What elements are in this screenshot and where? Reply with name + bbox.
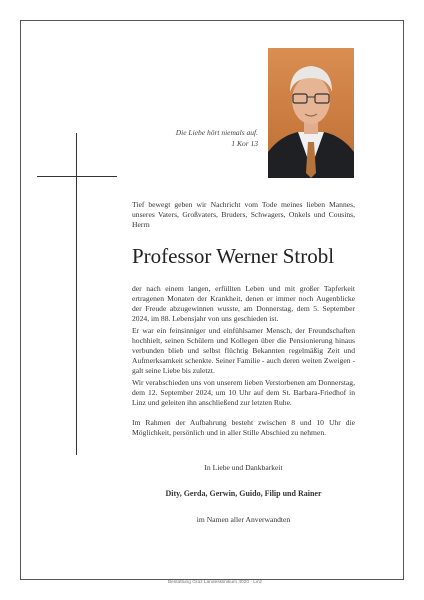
family-names: Dity, Gerda, Gerwin, Guido, Filip und Rainer bbox=[165, 489, 322, 498]
motto-quote: Die Liebe hört niemals auf. bbox=[175, 128, 258, 137]
cross-vertical-bar bbox=[76, 133, 77, 455]
footer-imprint: Bestattung Graz Landesklinikum 4020 · Linz bbox=[167, 580, 263, 585]
relatives-line: im Namen aller Anverwandten bbox=[196, 515, 291, 524]
intro-text: Tief bewegt geben wir Nachricht vom Tode meines lieben Mannes, unseres Vaters, Großvaters, Bruders, Schwagers, Onkels und Cousins, Herrn bbox=[132, 200, 355, 229]
motto bbox=[176, 127, 258, 149]
portrait-illustration bbox=[268, 48, 354, 178]
deceased-name: Professor Werner Strobl bbox=[132, 244, 335, 268]
paragraph-4: Im Rahmen der Aufbahrung besteht zwischen 8 und 10 Uhr die Möglichkeit, persönlich und in aller Stille Abschied zu nehmen. bbox=[132, 418, 355, 437]
closing-greeting: In Liebe und Dankbarkeit bbox=[204, 463, 283, 472]
paragraph-1: der nach einem langen, erfüllten Leben und mit großer Tapferkeit ertragenen Monaten der Krankheit, denen er immer noch Augenblicke der Freude abzugewinnen wusste, am Donnerstag, dem 5. September 2024, im 88. Lebensjahr von uns geschieden ist. bbox=[132, 284, 355, 323]
paragraph-2: Er war ein feinsinniger und einfühlsamer Mensch, der Freundschaften hochhielt, seinen Schülern und Kollegen über die Pensionierung hinaus verbunden blieb und selbst flüchtig Bekannten regelmäßig Zeit und Aufmerksamkeit schenkte. Seiner Familie - auch deren weiten Zweigen - galt seine Liebe bis zuletzt. bbox=[132, 326, 355, 375]
paragraph-3: Wir verabschieden uns von unserem lieben Verstorbenen am Donnerstag, dem 12. September 2024, um 10 Uhr auf dem St. Barbara-Friedhof in Linz und geleiten ihn anschließend zur letzten Ruhe. bbox=[132, 378, 355, 407]
cross-horizontal-bar bbox=[37, 176, 117, 177]
motto-reference: 1 Kor 13 bbox=[231, 139, 258, 148]
portrait-photo bbox=[268, 48, 354, 178]
